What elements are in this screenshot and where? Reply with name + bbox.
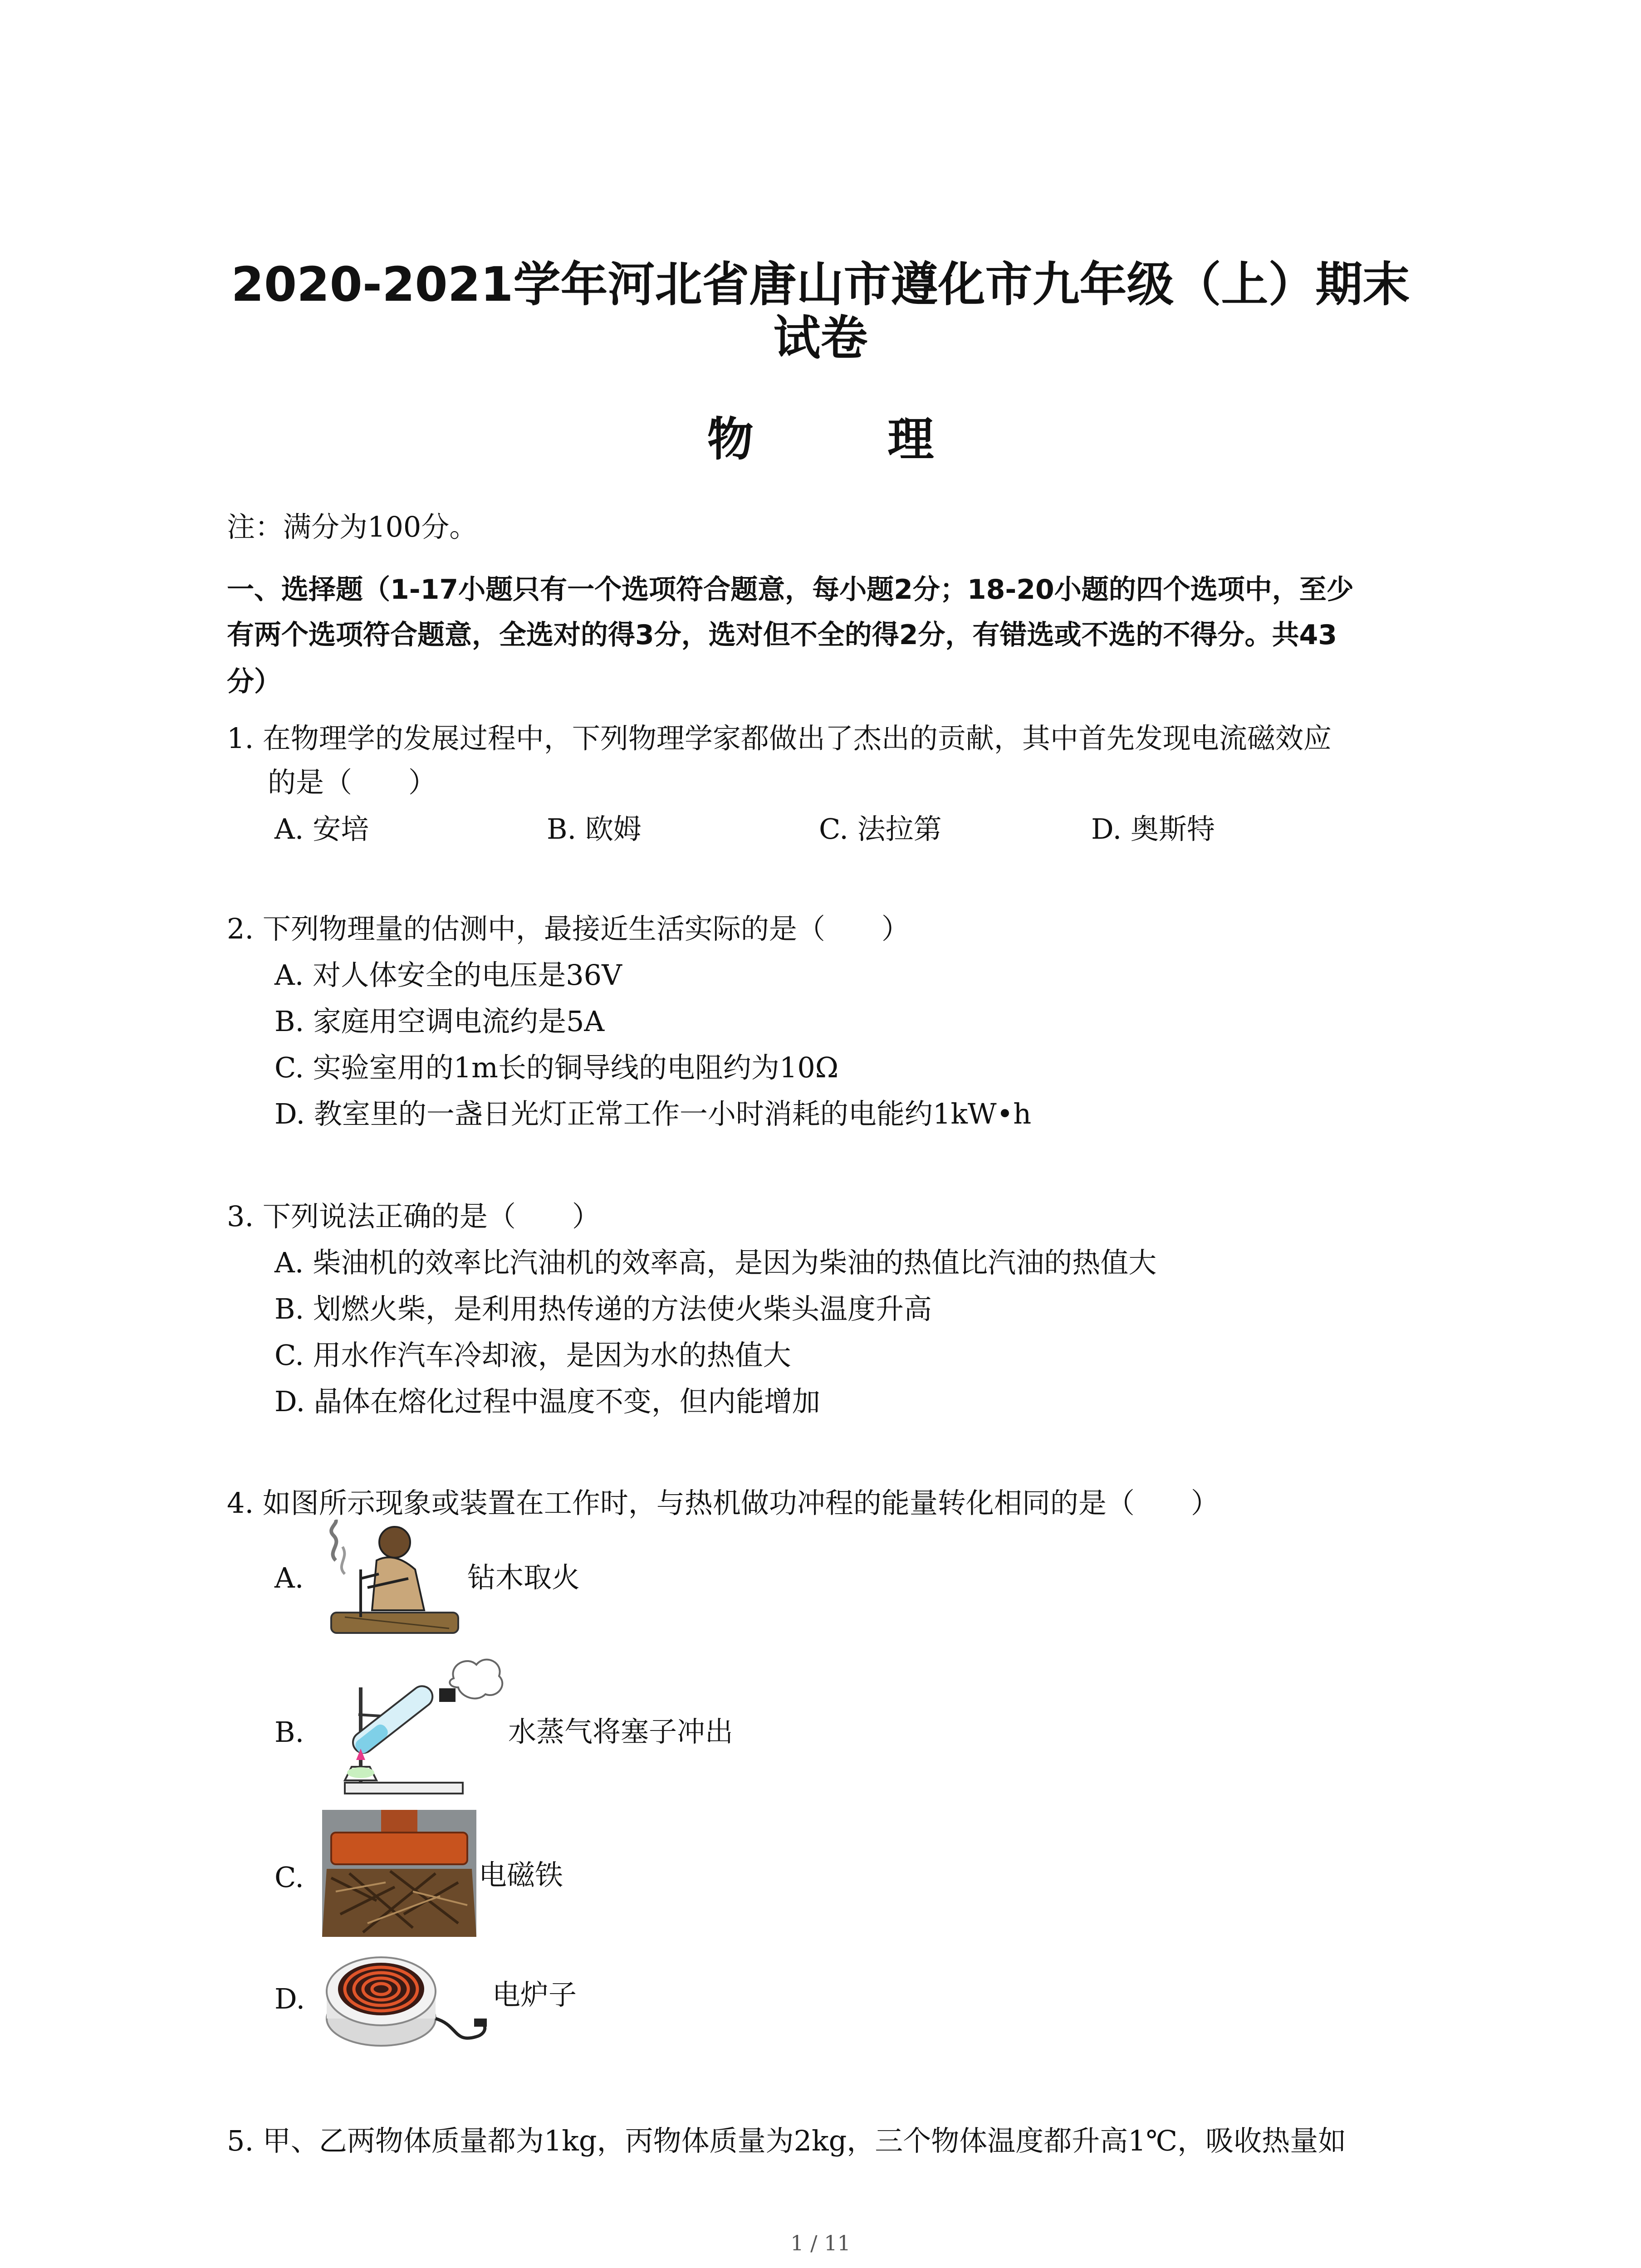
- question-2-option-a: A. 对人体安全的电压是36V: [274, 958, 622, 992]
- question-4-option-c-caption: 电磁铁: [479, 1858, 563, 1892]
- question-1-option-c: C. 法拉第: [819, 812, 942, 846]
- question-4-stem: 4. 如图所示现象或装置在工作时，与热机做功冲程的能量转化相同的是（ ）: [227, 1486, 1219, 1520]
- question-3-stem: 3. 下列说法正确的是（ ）: [227, 1200, 600, 1233]
- question-5-stem: 5. 甲、乙两物体质量都为1kg，丙物体质量为2kg，三个物体温度都升高1℃，吸收热量如: [227, 2124, 1347, 2157]
- question-4-option-d-caption: 电炉子: [492, 1978, 577, 2011]
- page-number: 1 / 11: [790, 2231, 851, 2255]
- question-1-stem: 1. 在物理学的发展过程中，下列物理学家都做出了杰出的贡献，其中首先发现电流磁效应: [227, 722, 1332, 755]
- question-2-stem: 2. 下列物理量的估测中，最接近生活实际的是（ ）: [227, 912, 910, 945]
- title-line-2: 试卷: [773, 310, 868, 366]
- question-2-option-b: B. 家庭用空调电流约是5A: [274, 1005, 605, 1038]
- question-4-option-c-letter: C.: [274, 1861, 304, 1894]
- question-1-stem-cont: 的是（ ）: [268, 766, 437, 799]
- question-2-option-d: D. 教室里的一盏日光灯正常工作一小时消耗的电能约1kW•h: [274, 1097, 1032, 1130]
- question-3-option-d: D. 晶体在熔化过程中温度不变，但内能增加: [274, 1385, 820, 1418]
- section-heading-line-2: 有两个选项符合题意，全选对的得3分，选对但不全的得2分，有错选或不选的不得分。共43: [227, 619, 1337, 651]
- question-2-option-c: C. 实验室用的1m长的铜导线的电阻约为10Ω: [274, 1051, 839, 1084]
- electric-stove-illustration: [322, 1939, 495, 2057]
- question-4-option-a-letter: A.: [274, 1561, 304, 1594]
- section-heading-line-3: 分）: [227, 666, 281, 698]
- question-4-option-b-letter: B.: [274, 1716, 304, 1749]
- question-1-option-a: A. 安培: [274, 812, 369, 846]
- question-3-option-c: C. 用水作汽车冷却液，是因为水的热值大: [274, 1339, 791, 1372]
- subject-heading: 物 理: [707, 413, 993, 467]
- electromagnet-illustration: [322, 1810, 476, 1937]
- section-heading-line-1: 一、选择题（1-17小题只有一个选项符合题意，每小题2分；18-20小题的四个选项中，至少: [227, 574, 1354, 606]
- score-note: 注：满分为100分。: [227, 510, 478, 543]
- fire-drilling-illustration: [318, 1520, 467, 1644]
- title-line-1: 2020-2021学年河北省唐山市遵化市九年级（上）期末: [231, 257, 1410, 312]
- question-1-option-d: D. 奥斯特: [1091, 812, 1215, 846]
- steam-test-tube-illustration: [318, 1651, 508, 1801]
- question-4-option-a-caption: 钻木取火: [467, 1561, 580, 1594]
- question-3-option-a: A. 柴油机的效率比汽油机的效率高，是因为柴油的热值比汽油的热值大: [274, 1246, 1157, 1279]
- question-1-option-b: B. 欧姆: [547, 812, 642, 846]
- question-4-option-d-letter: D.: [274, 1982, 305, 2015]
- question-3-option-b: B. 划燃火柴，是利用热传递的方法使火柴头温度升高: [274, 1292, 932, 1325]
- question-4-option-b-caption: 水蒸气将塞子冲出: [508, 1715, 734, 1748]
